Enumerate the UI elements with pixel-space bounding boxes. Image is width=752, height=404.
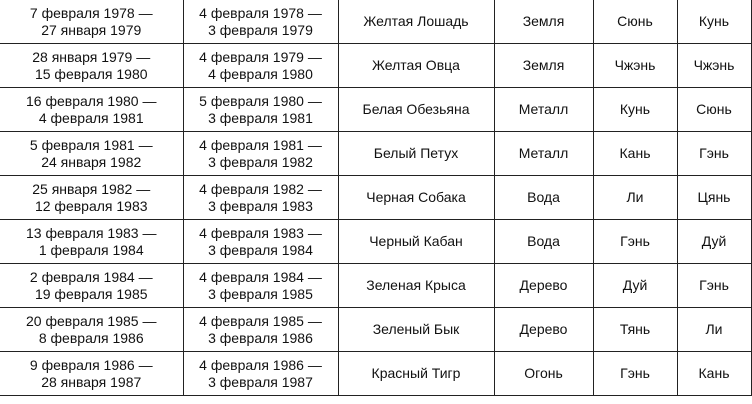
trigram-cell-1: Дуй: [593, 264, 677, 308]
trigram-cell-2: Чжэнь: [677, 44, 751, 88]
trigram-cell-1: Кунь: [593, 88, 677, 132]
element-cell: Земля: [494, 0, 593, 44]
solar-year-cell: 4 февраля 1982 — 3 февраля 1983: [183, 176, 338, 220]
trigram-cell-2: Дуй: [677, 220, 751, 264]
trigram-cell-2: Гэнь: [677, 132, 751, 176]
trigram-cell-2: Кунь: [677, 0, 751, 44]
solar-year-cell: 4 февраля 1985 — 3 февраля 1986: [183, 308, 338, 352]
animal-cell: Черный Кабан: [338, 220, 494, 264]
table-row: [0, 308, 751, 352]
table-row: [0, 176, 751, 220]
trigram-cell-2: Ли: [677, 308, 751, 352]
animal-cell: Желтая Овца: [338, 44, 494, 88]
lunar-year-cell: 5 февраля 1981 — 24 января 1982: [0, 132, 183, 176]
table-row: [0, 264, 751, 308]
lunar-year-cell: 13 февраля 1983 — 1 февраля 1984: [0, 220, 183, 264]
element-cell: Металл: [494, 88, 593, 132]
table-row: [0, 88, 751, 132]
lunar-year-cell: 25 января 1982 — 12 февраля 1983: [0, 176, 183, 220]
solar-year-cell: 4 февраля 1984 — 3 февраля 1985: [183, 264, 338, 308]
solar-year-cell: 4 февраля 1983 — 3 февраля 1984: [183, 220, 338, 264]
solar-year-cell: 4 февраля 1978 — 3 февраля 1979: [183, 0, 338, 44]
trigram-cell-2: Гэнь: [677, 264, 751, 308]
table-row: [0, 352, 751, 396]
trigram-cell-1: Ли: [593, 176, 677, 220]
table-row: [0, 44, 751, 88]
lunar-year-cell: 20 февраля 1985 — 8 февраля 1986: [0, 308, 183, 352]
element-cell: Дерево: [494, 308, 593, 352]
animal-cell: Желтая Лошадь: [338, 0, 494, 44]
element-cell: Земля: [494, 44, 593, 88]
animal-cell: Белый Петух: [338, 132, 494, 176]
solar-year-cell: 4 февраля 1986 — 3 февраля 1987: [183, 352, 338, 396]
trigram-cell-1: Чжэнь: [593, 44, 677, 88]
table-row: [0, 220, 751, 264]
trigram-cell-2: Сюнь: [677, 88, 751, 132]
trigram-cell-1: Кань: [593, 132, 677, 176]
animal-cell: Зеленый Бык: [338, 308, 494, 352]
lunar-year-cell: 2 февраля 1984 — 19 февраля 1985: [0, 264, 183, 308]
element-cell: Огонь: [494, 352, 593, 396]
trigram-cell-1: Тянь: [593, 308, 677, 352]
trigram-cell-2: Кань: [677, 352, 751, 396]
element-cell: Вода: [494, 220, 593, 264]
trigram-cell-1: Гэнь: [593, 220, 677, 264]
solar-year-cell: 5 февраля 1980 — 3 февраля 1981: [183, 88, 338, 132]
table-row: [0, 0, 751, 44]
lunar-year-cell: 7 февраля 1978 — 27 января 1979: [0, 0, 183, 44]
solar-year-cell: 4 февраля 1979 — 4 февраля 1980: [183, 44, 338, 88]
animal-cell: Черная Собака: [338, 176, 494, 220]
trigram-cell-1: Сюнь: [593, 0, 677, 44]
lunar-year-cell: 9 февраля 1986 — 28 января 1987: [0, 352, 183, 396]
animal-cell: Белая Обезьяна: [338, 88, 494, 132]
element-cell: Вода: [494, 176, 593, 220]
animal-cell: Зеленая Крыса: [338, 264, 494, 308]
element-cell: Металл: [494, 132, 593, 176]
trigram-cell-2: Цянь: [677, 176, 751, 220]
lunar-year-cell: 16 февраля 1980 — 4 февраля 1981: [0, 88, 183, 132]
trigram-cell-1: Гэнь: [593, 352, 677, 396]
table-row: [0, 132, 751, 176]
solar-year-cell: 4 февраля 1981 — 3 февраля 1982: [183, 132, 338, 176]
lunar-year-cell: 28 января 1979 — 15 февраля 1980: [0, 44, 183, 88]
animal-cell: Красный Тигр: [338, 352, 494, 396]
element-cell: Дерево: [494, 264, 593, 308]
